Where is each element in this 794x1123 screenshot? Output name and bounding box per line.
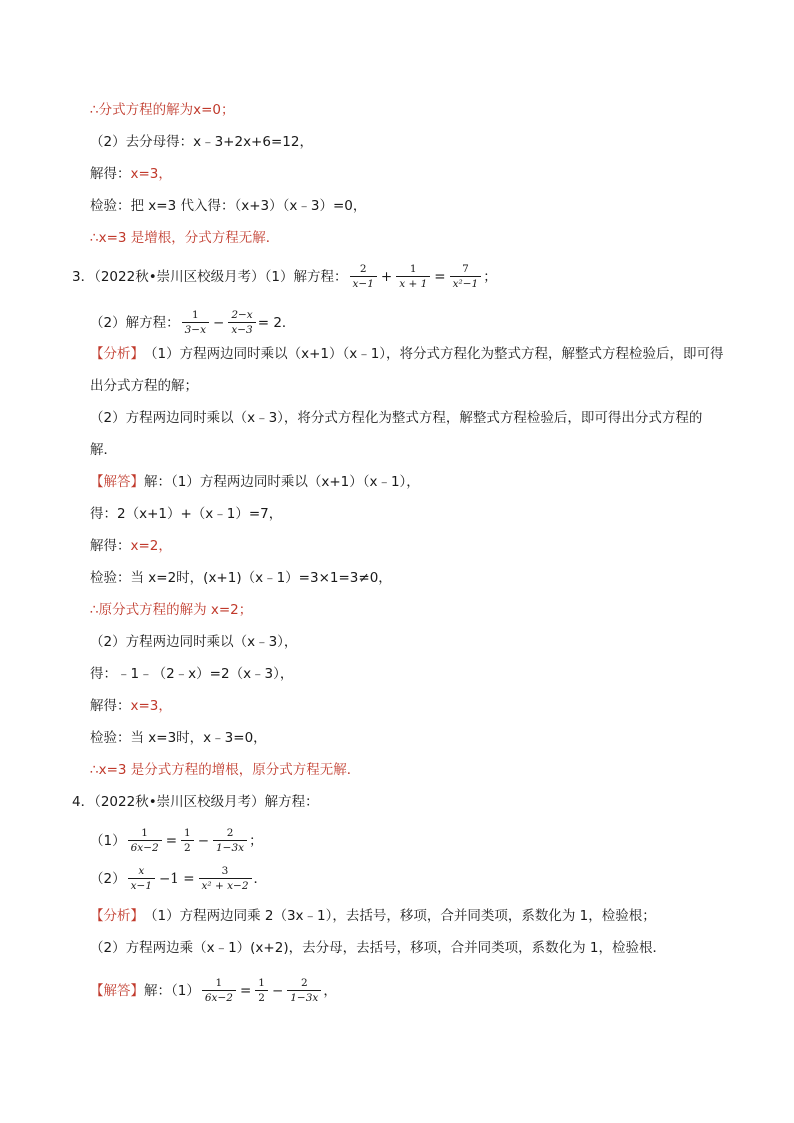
question-3-text: 3．（2022秋•崇川区校级月考）（1）解方程： — [72, 268, 348, 285]
solve-label: 解得： — [90, 166, 131, 182]
q4-analysis-line-2: （2）方程两边乘（x﹣1）(x+2)，去分母，去括号，移项，合并同类项，系数化为 1，检验根． — [90, 940, 666, 956]
fraction: $\frac{x}{x-1}$ — [128, 864, 155, 893]
fraction: $\frac{1}{x + 1}$ — [396, 262, 430, 291]
analysis-tag: 【分析】 — [90, 346, 144, 362]
analysis-tag: 【分析】 — [90, 908, 144, 924]
fraction: $\frac{1}{6x-2}$ — [128, 826, 162, 855]
analysis-line-1b: 出分式方程的解； — [90, 378, 198, 394]
solution-tag: 【解答】 — [90, 474, 144, 490]
conclusion-line-5: ∴x=3 是增根，分式方程无解． — [90, 230, 280, 246]
solution-line-8: 解得： x=3， — [90, 698, 172, 714]
fraction: $\frac{2}{1-3x}$ — [287, 976, 321, 1005]
solution-tag: 【解答】 — [90, 982, 144, 999]
check-line-4: 检验：把 x=3 代入得：（x+3）（x﹣3）=0， — [90, 198, 367, 214]
solution-line-2: 得：2（x+1）+（x﹣1）=7， — [90, 506, 283, 522]
solution-line-10: ∴x=3 是分式方程的增根，原分式方程无解． — [90, 762, 361, 778]
analysis-line-2: （2）方程两边同时乘以（x﹣3），将分式方程化为整式方程，解整式方程检验后，即可得出分式方程的 — [90, 410, 703, 426]
question-4-part-1: （1） $\frac{1}{6x-2}$ = $\frac{1}{2}$ − $\frac{2}{1-3x}$ ； — [90, 827, 263, 854]
fraction: $\frac{1}{2}$ — [255, 976, 268, 1005]
fraction: $\frac{1}{2}$ — [181, 826, 194, 855]
solution-line-6: （2）方程两边同时乘以（x﹣3）， — [90, 634, 298, 650]
analysis-line-2b: 解． — [90, 442, 117, 458]
analysis-line-1: 【分析】 （1）方程两边同时乘以（x+1）（x﹣1），将分式方程化为整式方程，解整式方程检验后，即可得 — [90, 346, 724, 362]
fraction: $\frac{7}{\text{x²−1}}$ — [450, 262, 482, 291]
fraction: $\frac{1}{3-x}$ — [182, 308, 209, 337]
solution-line-5: ∴原分式方程的解为 x=2； — [90, 602, 253, 618]
conclusion-line-1: ∴分式方程的解为x=0； — [90, 102, 235, 118]
solution-line-9: 检验：当 x=3时，x﹣3=0， — [90, 730, 267, 746]
solve-line-3 — [90, 164, 172, 184]
solution-line-7: 得：﹣1﹣（2﹣x）=2（x﹣3）， — [90, 666, 294, 682]
step-line-2: （2）去分母得：x﹣3+2x+6=12， — [90, 134, 313, 150]
question-3-heading: 3．（2022秋•崇川区校级月考）（1）解方程： $\frac{2}{x-1}$ + $\frac{1}{x + 1}$ = $\frac{7}{\text{x²−1}}$ ； — [72, 263, 497, 290]
fraction: $\frac{3}{\text{x² + x−2}}$ — [199, 864, 252, 893]
fraction: $\frac{2}{x-1}$ — [350, 262, 377, 291]
solution-line-1: 【解答】 解：（1）方程两边同时乘以（x+1）（x﹣1）， — [90, 474, 420, 490]
q4-analysis-line-1: 【分析】 （1）方程两边同乘 2（3x﹣1），去括号，移项，合并同类项，系数化为 1，检验根； — [90, 908, 656, 924]
solution-line-4: 检验：当 x=2时，(x+1)（x﹣1）=3×1=3≠0， — [90, 570, 392, 586]
question-4-heading: 4．（2022秋•崇川区校级月考）解方程： — [72, 794, 319, 810]
fraction: $\frac{2-x}{x-3}$ — [228, 308, 255, 337]
solution-line-3: 解得： x=2， — [90, 538, 172, 554]
fraction: $\frac{1}{6x-2}$ — [202, 976, 236, 1005]
q4-solution-line-1: 【解答】 解：（1） $\frac{1}{6x-2}$ = $\frac{1}{2}$ − $\frac{2}{1-3x}$ ， — [90, 977, 337, 1004]
solve-value: x=3， — [130, 166, 172, 182]
fraction: $\frac{2}{1-3x}$ — [213, 826, 247, 855]
question-4-part-2: （2） $\frac{x}{x-1}$ −1 = $\frac{3}{\text{x² + x−2}}$ ． — [90, 865, 268, 892]
question-3-part-2: （2）解方程： $\frac{1}{3-x}$ − $\frac{2-x}{x-3}$ = 2． — [90, 309, 296, 336]
